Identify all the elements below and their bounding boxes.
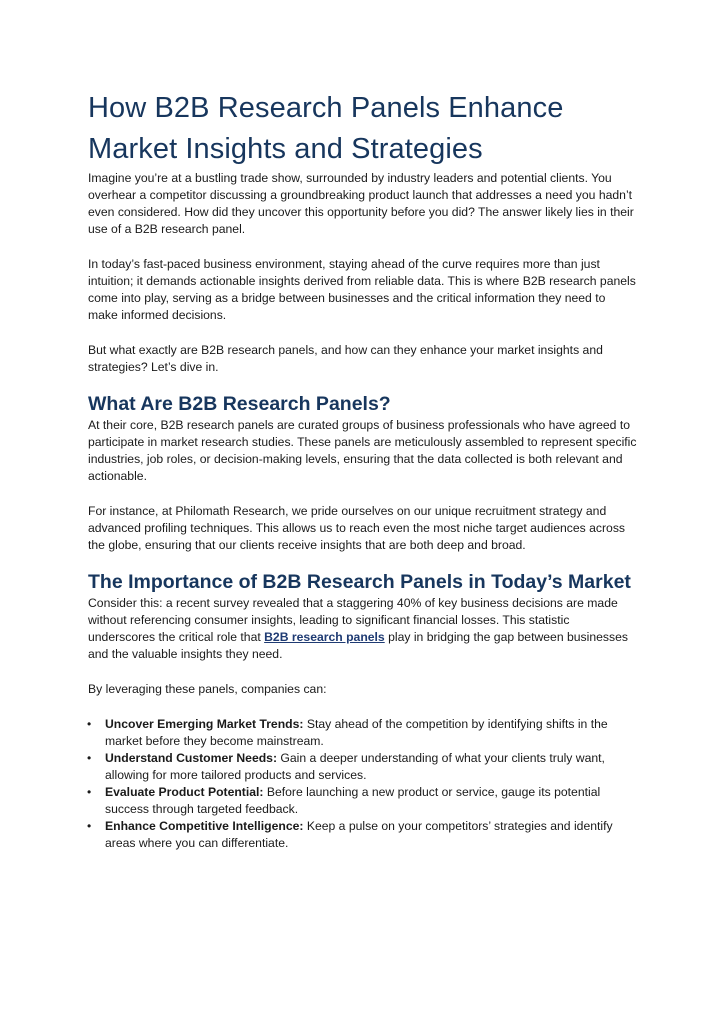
section2-text-before-link: Consider this: a recent survey revealed that a staggering 40% of key business decisions are made without referencing consumer insights, leading to significant financial losses. This statistic underscores the critical role that: [88, 596, 618, 644]
bullet-icon: •: [87, 785, 92, 799]
list-item-text: Gain a deeper understanding of what your clients truly want, allowing for more tailored products and services.: [105, 751, 605, 782]
intro-paragraph-3: But what exactly are B2B research panels, and how can they enhance your market insights and strategies? Let’s dive in.: [88, 343, 603, 374]
bullet-icon: •: [87, 751, 92, 765]
page-title: How B2B Research Panels Enhance Market Insights and Strategies: [88, 92, 564, 165]
section1-paragraph-1: At their core, B2B research panels are curated groups of business professionals who have agreed to participate in market research studies. These panels are meticulously assembled to represent specific industries, job roles, or decision-making levels, ensuring that the data collected is both relevant and actionable.: [88, 418, 637, 483]
section2-text-after-link: play in bridging the gap between businesses and the valuable insights they need.: [88, 630, 628, 661]
bullet-icon: •: [87, 819, 92, 833]
intro-paragraph-1: Imagine you’re at a bustling trade show, surrounded by industry leaders and potential clients. You overhear a competitor discussing a groundbreaking product launch that addresses a need you hadn’t even considered. How did they uncover this opportunity before you did? The answer likely lies in their use of a B2B research panel.: [88, 171, 634, 236]
list-item: [88, 818, 638, 852]
list-item-text: Before launching a new product or service, gauge its potential success through targeted feedback.: [105, 785, 601, 816]
list-item-text: Stay ahead of the competition by identifying shifts in the market before they become mainstream.: [105, 717, 608, 748]
benefits-list: [88, 716, 638, 852]
bullet-icon: •: [87, 717, 92, 731]
list-item: [88, 784, 638, 818]
section2-paragraph-2: By leveraging these panels, companies can:: [88, 682, 327, 696]
list-item-title: Understand Customer Needs:: [105, 751, 278, 765]
list-item: [88, 716, 638, 750]
list-item-title: Evaluate Product Potential:: [105, 785, 264, 799]
document-page: [88, 88, 638, 852]
list-item-title: Uncover Emerging Market Trends:: [105, 717, 304, 731]
section-heading-importance: The Importance of B2B Research Panels in Today’s Market: [88, 571, 631, 593]
list-item-text: Keep a pulse on your competitors’ strategies and identify areas where you can differentiate.: [105, 819, 613, 850]
section2-paragraph-1: [88, 595, 638, 663]
section-heading-what-are: What Are B2B Research Panels?: [88, 393, 391, 415]
b2b-research-panels-link[interactable]: B2B research panels: [264, 630, 385, 644]
section1-paragraph-2: For instance, at Philomath Research, we pride ourselves on our unique recruitment strategy and advanced profiling techniques. This allows us to reach even the most niche target audiences across the globe, ensuring that our clients receive insights that are both deep and broad.: [88, 504, 626, 552]
list-item: [88, 750, 638, 784]
list-item-title: Enhance Competitive Intelligence:: [105, 819, 304, 833]
intro-paragraph-2: In today’s fast-paced business environment, staying ahead of the curve requires more than just intuition; it demands actionable insights derived from reliable data. This is where B2B research panels come into play, serving as a bridge between businesses and the critical information they need to make informed decisions.: [88, 257, 636, 322]
